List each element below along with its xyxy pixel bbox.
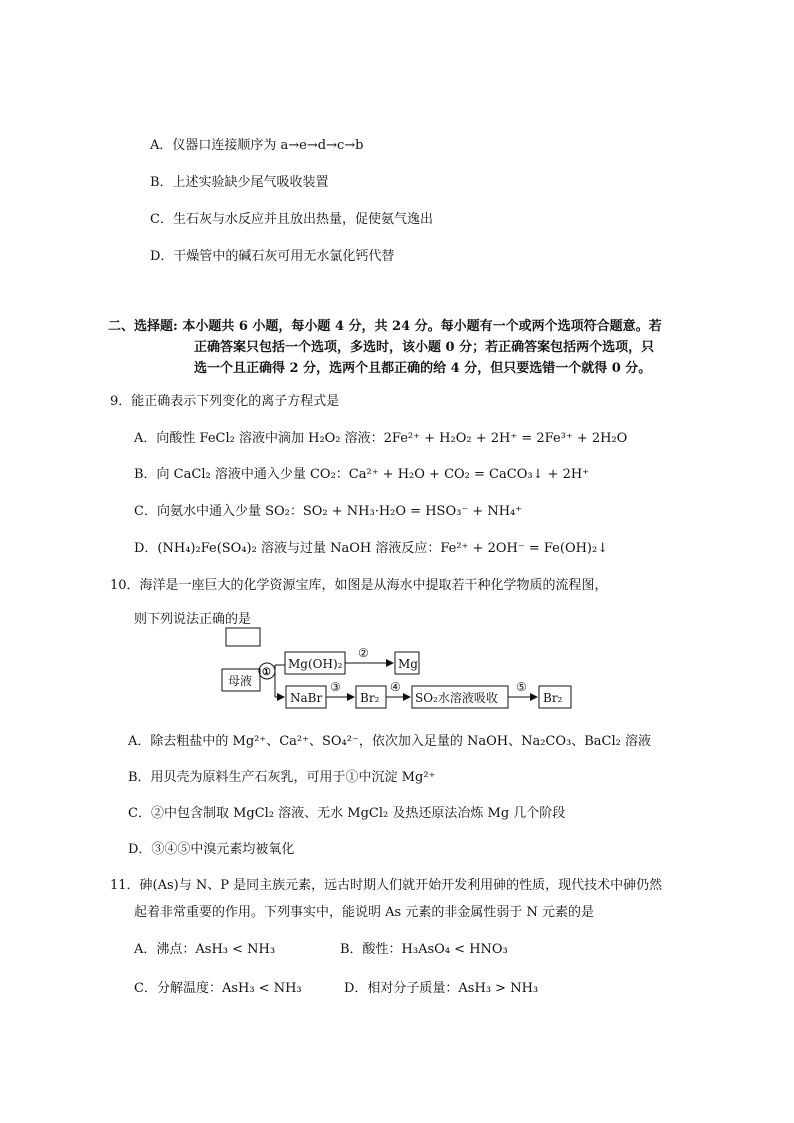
q9-stem: 9．能正确表示下列变化的离子方程式是 (110, 394, 340, 409)
q11-stem-1: 11．砷(As)与 N、P 是同主族元素，远古时期人们就开始开发利用砷的性质，现代技术中砷仍然 (110, 878, 663, 893)
q10-option-a: A．除去粗盐中的 Mg²⁺、Ca²⁺、SO₄²⁻，依次加入足量的 NaOH、Na₂CO₃、BaCl₂ 溶液 (128, 734, 652, 749)
section2-line2: 正确答案只包括一个选项，多选时，该小题 0 分；若正确答案包括两个选项，只 (194, 340, 655, 355)
q11-stem-2: 起着非常重要的作用。下列事实中，能说明 As 元素的非金属性弱于 N 元素的是 (134, 905, 594, 920)
flow-label-br2-b: Br₂ (543, 691, 563, 705)
flow-label-step4: ④ (390, 680, 401, 694)
q11-option-c: C．分解温度：AsH₃ < NH₃ (134, 981, 302, 996)
flow-label-step1: ① (262, 667, 271, 678)
q11-option-b: B．酸性：H₃AsO₄ < HNO₃ (340, 942, 508, 957)
flow-label-mg: Mg (398, 657, 418, 671)
flow-label-nabr: NaBr (290, 691, 323, 705)
q9-option-d: D．(NH₄)₂Fe(SO₄)₂ 溶液与过量 NaOH 溶液反应：Fe²⁺ + 2OH⁻ = Fe(OH)₂↓ (134, 541, 609, 556)
flow-label-mgoh2: Mg(OH)₂ (288, 657, 343, 671)
q8-option-b: B．上述实验缺少尾气吸收装置 (150, 175, 329, 190)
flow-box-partial (226, 628, 260, 646)
flow-label-step2: ② (358, 646, 369, 660)
q9-option-c: C．向氨水中通入少量 SO₂：SO₂ + NH₃·H₂O = HSO₃⁻ + NH₄⁺ (134, 504, 523, 519)
flow-label-step5: ⑤ (516, 680, 527, 694)
flow-label-mother: 母液 (228, 674, 253, 688)
q10-option-b: B．用贝壳为原料生产石灰乳，可用于①中沉淀 Mg²⁺ (128, 770, 436, 785)
q11-option-a: A．沸点：AsH₃ < NH₃ (134, 942, 276, 957)
q9-option-b: B．向 CaCl₂ 溶液中通入少量 CO₂：Ca²⁺ + H₂O + CO₂ = CaCO₃↓ + 2H⁺ (134, 467, 590, 482)
q8-option-d: D．干燥管中的碱石灰可用无水氯化钙代替 (150, 249, 395, 264)
q10-stem-2: 则下列说法正确的是 (134, 612, 252, 627)
q9-option-a: A．向酸性 FeCl₂ 溶液中滴加 H₂O₂ 溶液：2Fe²⁺ + H₂O₂ + 2H⁺ = 2Fe³⁺ + 2H₂O (134, 431, 628, 446)
q11-option-d: D．相对分子质量：AsH₃ > NH₃ (344, 981, 539, 996)
q10-option-d: D．③④⑤中溴元素均被氧化 (128, 842, 295, 857)
flow-label-br2-a: Br₂ (360, 691, 380, 705)
section2-line1: 二、选择题: 本小题共 6 小题，每小题 4 分，共 24 分。每小题有一个或两个选项符合题意。若 (108, 319, 662, 334)
flow-label-step3: ③ (330, 680, 341, 694)
q8-option-c: C．生石灰与水反应并且放出热量，促使氨气逸出 (150, 212, 433, 227)
section2-line3: 选一个且正确得 2 分，选两个且都正确的给 4 分，但只要选错一个就得 0 分。 (194, 361, 652, 376)
q10-option-c: C．②中包含制取 MgCl₂ 溶液、无水 MgCl₂ 及热还原法冶炼 Mg 几个阶段 (128, 806, 566, 821)
q10-stem-1: 10．海洋是一座巨大的化学资源宝库，如图是从海水中提取若干种化学物质的流程图， (110, 578, 608, 593)
flow-label-so2: SO₂水溶液吸收 (415, 691, 498, 705)
q8-option-a: A．仪器口连接顺序为 a→e→d→c→b (150, 138, 364, 153)
